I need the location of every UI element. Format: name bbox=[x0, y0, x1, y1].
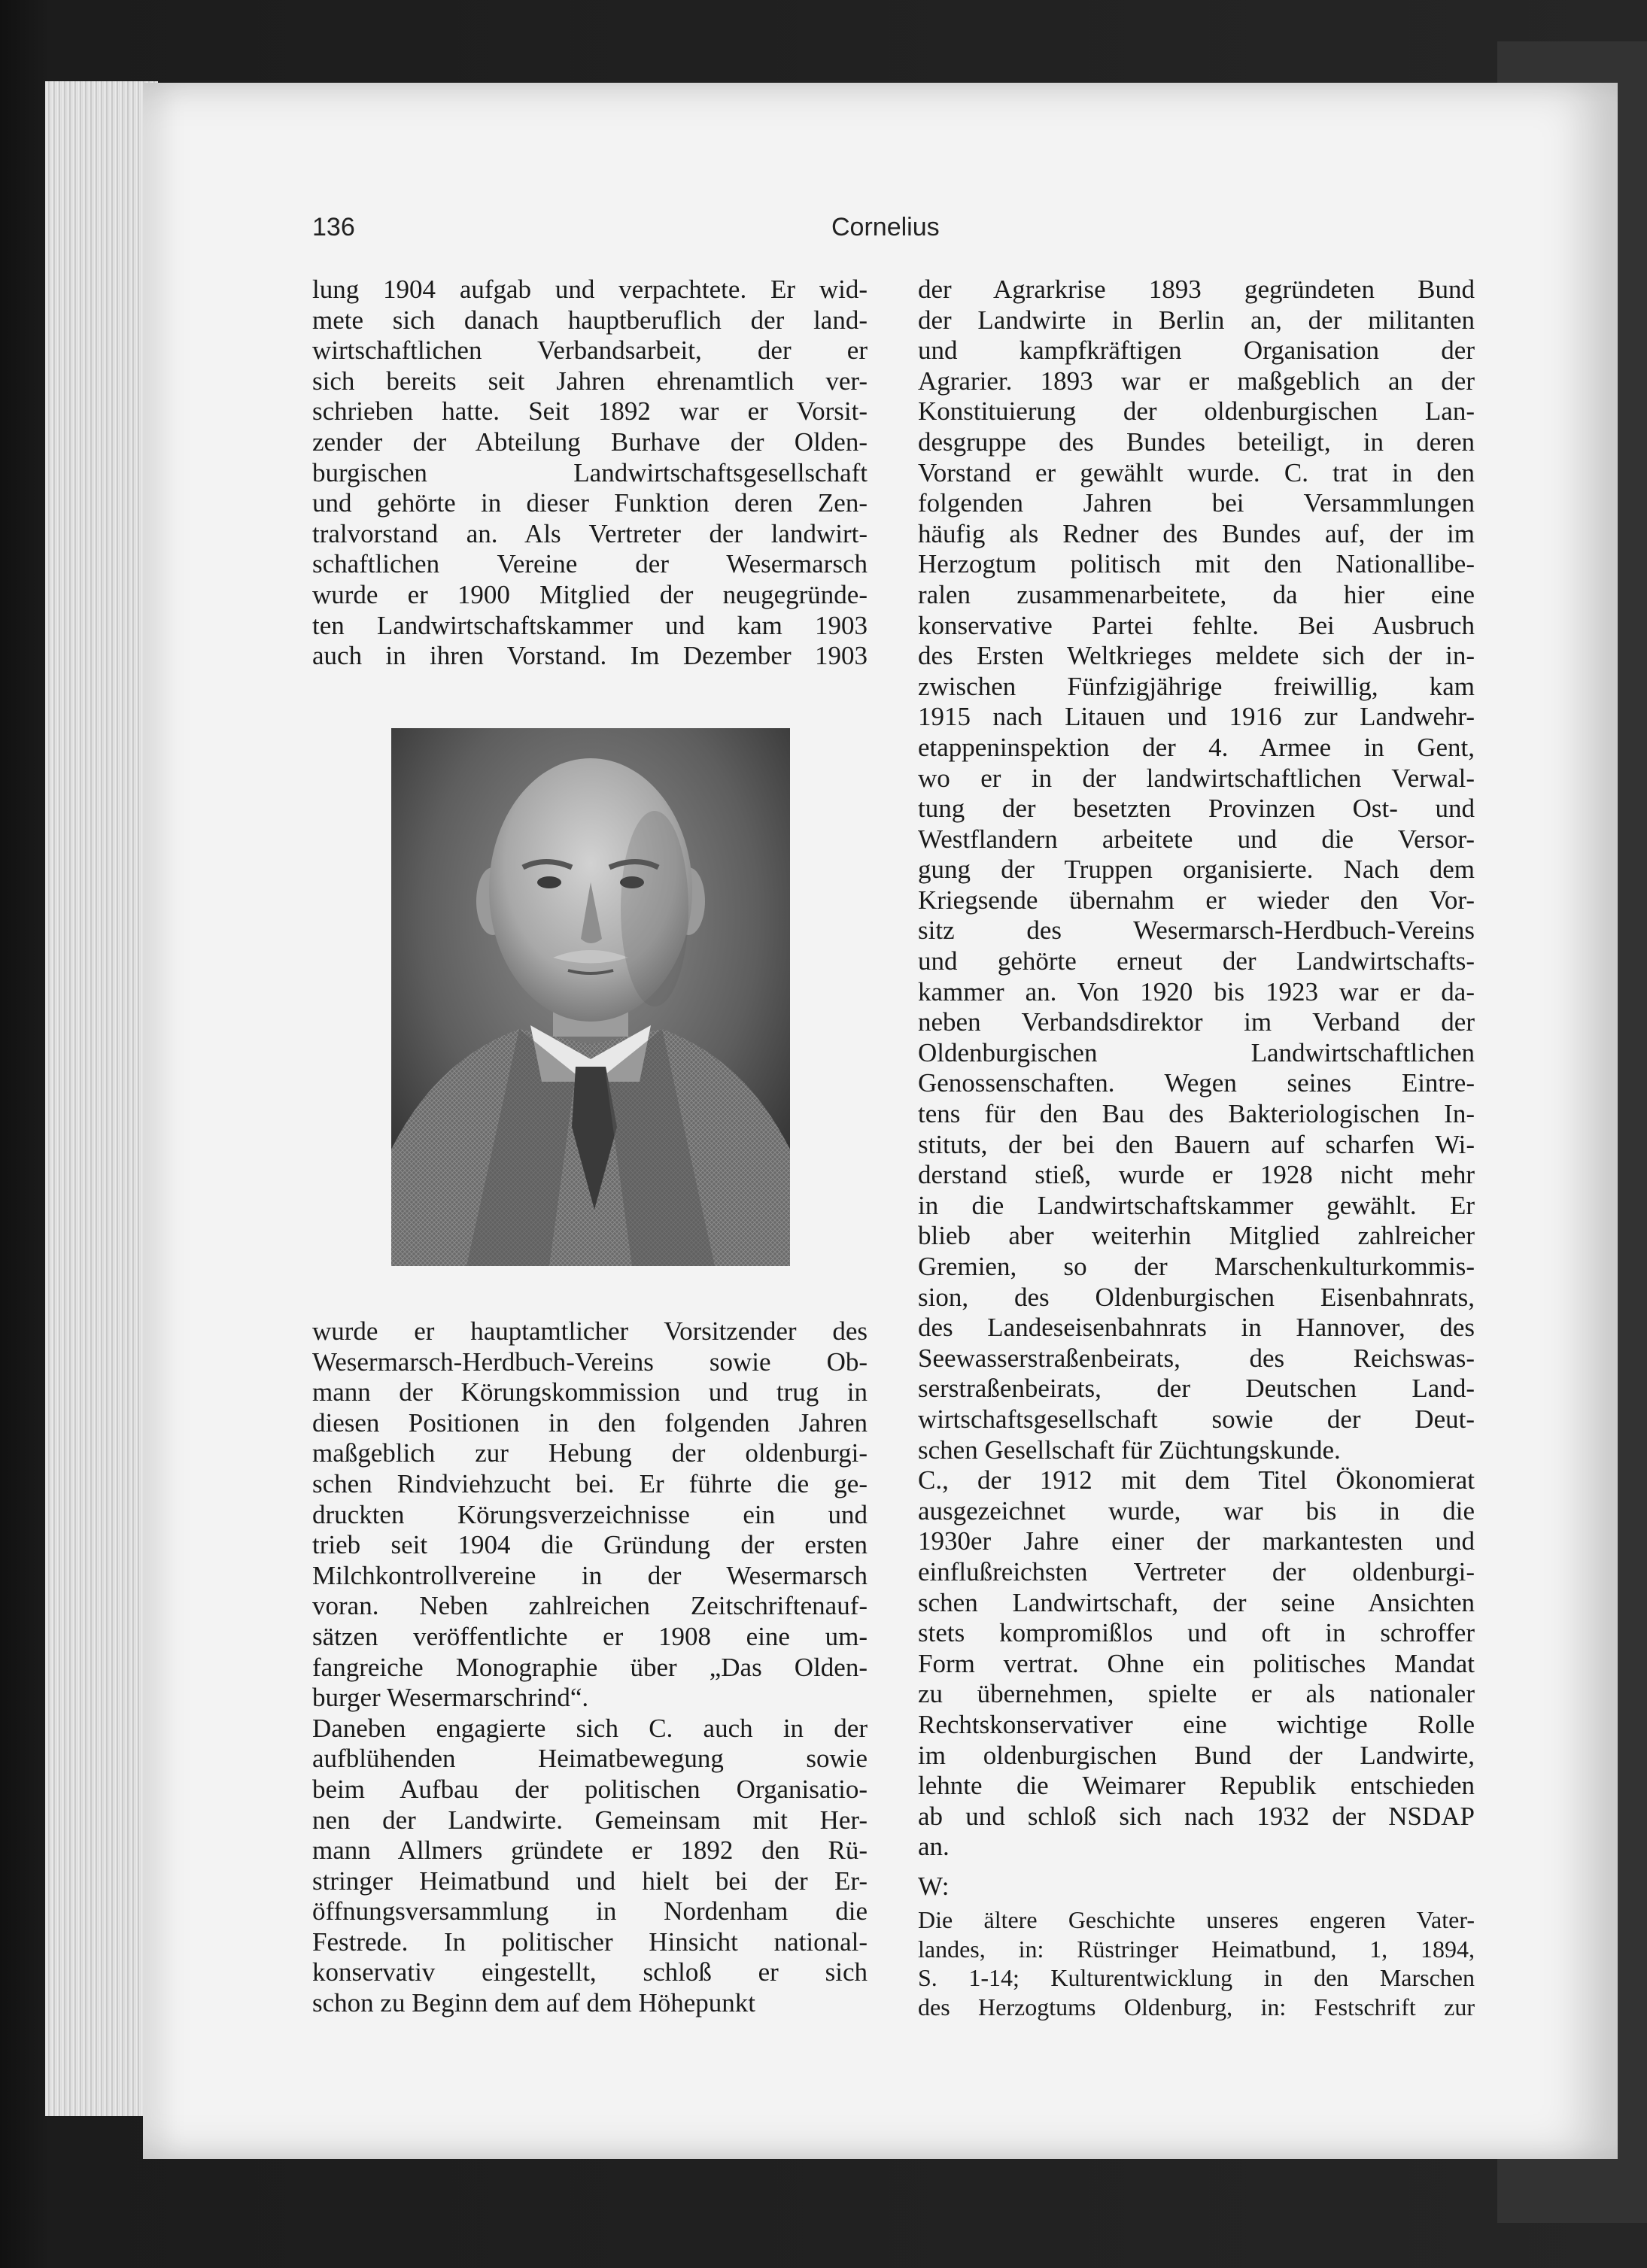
text-line: lung 1904 aufgab und verpachtete. Er wid- bbox=[312, 275, 868, 304]
text-line: wirtschaftsgesellschaft sowie der Deut- bbox=[918, 1404, 1475, 1434]
text-line: schon zu Beginn dem auf dem Höhepunkt bbox=[312, 1988, 756, 2018]
text-line: und kampfkräftigen Organisation der bbox=[918, 335, 1475, 366]
text-line: häufig als Redner des Bundes auf, der im bbox=[918, 518, 1475, 548]
left-column-bottom-text bbox=[312, 1316, 868, 2019]
text-line: auch in ihren Vorstand. Im Dezember 1903 bbox=[312, 641, 868, 671]
text-line: zu übernehmen, spielte er als nationaler bbox=[918, 1679, 1475, 1709]
text-line: serstraßenbeirats, der Deutschen Land- bbox=[918, 1374, 1475, 1404]
text-line: stituts, der bei den Bauern auf scharfen Wi- bbox=[918, 1129, 1475, 1159]
text-line: schen Landwirtschaft, der seine Ansichten bbox=[918, 1587, 1475, 1617]
text-line: neben Verbandsdirektor im Verband der bbox=[918, 1007, 1475, 1037]
text-line: schen Rindviehzucht bei. Er führte die ge- bbox=[312, 1468, 868, 1498]
text-line: einflußreichsten Vertreter der oldenburgi- bbox=[918, 1556, 1475, 1586]
text-line: mete sich danach hauptberuflich der land- bbox=[312, 305, 868, 335]
text-line: nen der Landwirte. Gemeinsam mit Her- bbox=[312, 1805, 868, 1835]
text-line: zender der Abteilung Burhave der Olden- bbox=[312, 427, 868, 457]
text-line: derstand stieß, wurde er 1928 nicht mehr bbox=[918, 1160, 1475, 1190]
text-line: der Agrarkrise 1893 gegründeten Bund bbox=[918, 275, 1475, 304]
text-line: Herzogtum politisch mit den Nationallibe- bbox=[918, 549, 1475, 579]
text-line: tralvorstand an. Als Vertreter der landwirt- bbox=[312, 518, 868, 548]
text-line: Vorstand er gewählt wurde. C. trat in den bbox=[918, 457, 1475, 487]
page-edges bbox=[45, 81, 158, 2116]
text-line: Daneben engagierte sich C. auch in der bbox=[312, 1713, 868, 1743]
text-line: stets kompromißlos und oft in schroffer bbox=[918, 1618, 1475, 1648]
running-title: Cornelius bbox=[831, 213, 940, 241]
text-line: lehnte die Weimarer Republik entschieden bbox=[918, 1771, 1475, 1801]
right-column-text bbox=[918, 275, 1475, 1863]
text-line: burger Wesermarschrind“. bbox=[312, 1683, 589, 1713]
text-line: etappeninspektion der 4. Armee in Gent, bbox=[918, 732, 1475, 762]
text-line: wurde er hauptamtlicher Vorsitzender des bbox=[312, 1316, 868, 1346]
text-line: sich bereits seit Jahren ehrenamtlich ver- bbox=[312, 366, 868, 396]
text-line: stringer Heimatbund und hielt bei der Er- bbox=[312, 1866, 868, 1896]
text-line: Seewasserstraßenbeirats, des Reichswas- bbox=[918, 1343, 1475, 1373]
text-line: Westflandern arbeitete und die Versor- bbox=[918, 824, 1475, 854]
text-line: mann Allmers gründete er 1892 den Rü- bbox=[312, 1835, 868, 1866]
text-line: beim Aufbau der politischen Organisatio- bbox=[312, 1774, 868, 1804]
text-line: landes, in: Rüstringer Heimatbund, 1, 1894, bbox=[918, 1935, 1475, 1963]
left-column-top-text bbox=[312, 275, 868, 672]
text-line: des Landeseisenbahnrats in Hannover, des bbox=[918, 1313, 1475, 1343]
text-line: schen Gesellschaft für Züchtungskunde. bbox=[918, 1435, 1341, 1465]
text-line: burgischen Landwirtschaftsgesellschaft bbox=[312, 457, 868, 487]
text-line: des Herzogtums Oldenburg, in: Festschrift zur bbox=[918, 1993, 1475, 2021]
text-line: Festrede. In politischer Hinsicht national- bbox=[312, 1926, 868, 1957]
text-line: tens für den Bau des Bakteriologischen In- bbox=[918, 1099, 1475, 1129]
text-line: der Landwirte in Berlin an, der militanten bbox=[918, 305, 1475, 335]
text-line: ab und schloß sich nach 1932 der NSDAP bbox=[918, 1801, 1475, 1831]
text-line: fangreiche Monographie über „Das Olden- bbox=[312, 1652, 868, 1682]
text-line: diesen Positionen in den folgenden Jahren bbox=[312, 1407, 868, 1438]
text-line: ten Landwirtschaftskammer und kam 1903 bbox=[312, 610, 868, 640]
text-line: Wesermarsch-Herdbuch-Vereins sowie Ob- bbox=[312, 1347, 868, 1377]
text-line: blieb aber weiterhin Mitglied zahlreicher bbox=[918, 1221, 1475, 1251]
text-line: 1915 nach Litauen und 1916 zur Landwehr- bbox=[918, 702, 1475, 732]
text-line: C., der 1912 mit dem Titel Ökonomierat bbox=[918, 1465, 1475, 1495]
text-line: Rechtskonservativer eine wichtige Rolle bbox=[918, 1709, 1475, 1739]
text-line: mann der Körungskommission und trug in bbox=[312, 1377, 868, 1407]
text-line: tung der besetzten Provinzen Ost- und bbox=[918, 794, 1475, 824]
text-line: an. bbox=[918, 1832, 950, 1862]
text-line: trieb seit 1904 die Gründung der ersten bbox=[312, 1530, 868, 1560]
text-line: Gremien, so der Marschenkulturkommis- bbox=[918, 1252, 1475, 1281]
text-line: konservative Partei fehlte. Bei Ausbruch bbox=[918, 610, 1475, 640]
text-line: Milchkontrollvereine in der Wesermarsch bbox=[312, 1560, 868, 1590]
text-line: S. 1-14; Kulturentwicklung in den Marschen bbox=[918, 1964, 1475, 1991]
works-heading: W: bbox=[918, 1872, 950, 1901]
text-line: des Ersten Weltkrieges meldete sich der in- bbox=[918, 641, 1475, 671]
text-line: wirtschaftlichen Verbandsarbeit, der er bbox=[312, 335, 868, 366]
text-line: folgenden Jahren bei Versammlungen bbox=[918, 488, 1475, 518]
portrait-photo bbox=[391, 728, 790, 1266]
text-line: schrieben hatte. Seit 1892 war er Vorsit- bbox=[312, 396, 868, 427]
text-line: sion, des Oldenburgischen Eisenbahnrats, bbox=[918, 1282, 1475, 1312]
text-line: desgruppe des Bundes beteiligt, in deren bbox=[918, 427, 1475, 457]
bibliography-text bbox=[918, 1905, 1475, 2021]
text-line: Form vertrat. Ohne ein politisches Mandat bbox=[918, 1648, 1475, 1678]
text-line: gung der Truppen organisierte. Nach dem bbox=[918, 855, 1475, 885]
text-line: sitz des Wesermarsch-Herdbuch-Vereins bbox=[918, 915, 1475, 946]
text-line: sätzen veröffentlichte er 1908 eine um- bbox=[312, 1621, 868, 1651]
text-line: wo er in der landwirtschaftlichen Verwal- bbox=[918, 763, 1475, 793]
text-line: ralen zusammenarbeitete, da hier eine bbox=[918, 579, 1475, 609]
text-line: wurde er 1900 Mitglied der neugegründe- bbox=[312, 579, 868, 609]
text-line: Genossenschaften. Wegen seines Eintre- bbox=[918, 1068, 1475, 1098]
page-number: 136 bbox=[312, 213, 355, 241]
text-line: Die ältere Geschichte unseres engeren Vater- bbox=[918, 1906, 1475, 1933]
text-line: und gehörte in dieser Funktion deren Zen- bbox=[312, 488, 868, 518]
text-line: im oldenburgischen Bund der Landwirte, bbox=[918, 1740, 1475, 1770]
text-line: druckten Körungsverzeichnisse ein und bbox=[312, 1499, 868, 1529]
text-line: und gehörte erneut der Landwirtschafts- bbox=[918, 946, 1475, 976]
text-line: 1930er Jahre einer der markantesten und bbox=[918, 1526, 1475, 1556]
portrait-illustration bbox=[391, 728, 790, 1266]
text-line: schaftlichen Vereine der Wesermarsch bbox=[312, 549, 868, 579]
text-line: öffnungsversammlung in Nordenham die bbox=[312, 1896, 868, 1926]
text-line: voran. Neben zahlreichen Zeitschriftenauf- bbox=[312, 1591, 868, 1621]
text-line: kammer an. Von 1920 bis 1923 war er da- bbox=[918, 976, 1475, 1006]
text-line: aufblühenden Heimatbewegung sowie bbox=[312, 1744, 868, 1774]
text-line: konservativ eingestellt, schloß er sich bbox=[312, 1957, 868, 1987]
text-line: zwischen Fünfzigjährige freiwillig, kam bbox=[918, 671, 1475, 701]
text-line: Agrarier. 1893 war er maßgeblich an der bbox=[918, 366, 1475, 396]
text-line: in die Landwirtschaftskammer gewählt. Er bbox=[918, 1190, 1475, 1220]
text-line: Oldenburgischen Landwirtschaftlichen bbox=[918, 1037, 1475, 1067]
text-line: Konstituierung der oldenburgischen Lan- bbox=[918, 396, 1475, 427]
text-line: ausgezeichnet wurde, war bis in die bbox=[918, 1495, 1475, 1526]
text-line: maßgeblich zur Hebung der oldenburgi- bbox=[312, 1438, 868, 1468]
text-line: Kriegsende übernahm er wieder den Vor- bbox=[918, 885, 1475, 915]
